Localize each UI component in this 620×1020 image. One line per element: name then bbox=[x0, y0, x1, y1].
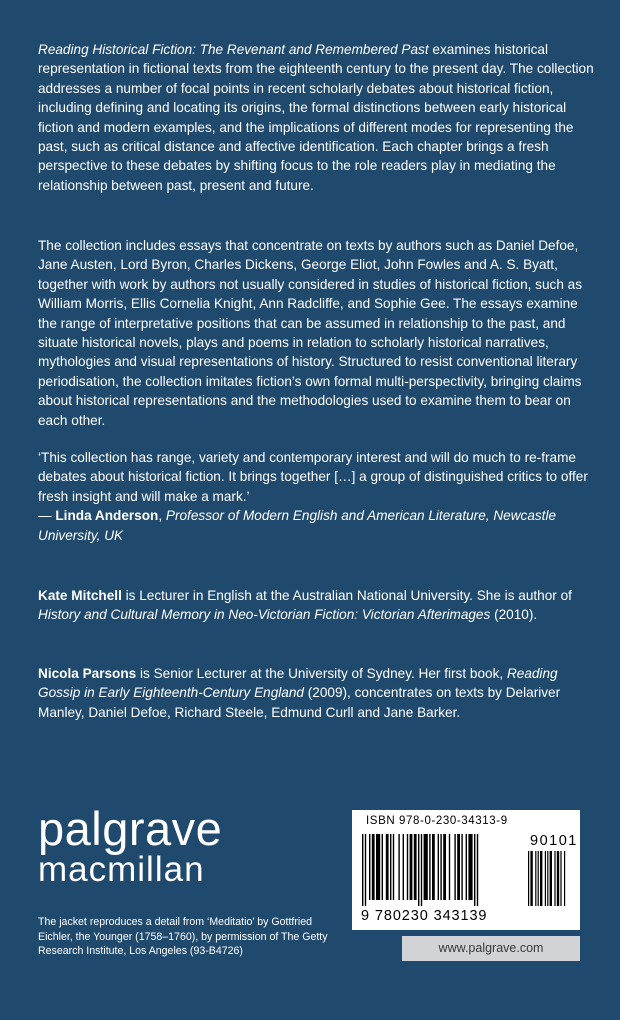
editor-book-title: Reading Gossip in Early Eighteenth-Century England bbox=[38, 666, 558, 701]
barcode-bar bbox=[393, 834, 394, 900]
barcode-bar bbox=[466, 834, 467, 900]
description-paragraph-2: The collection includes essays that concentrate on texts by authors such as Daniel Defoe, Jane Austen, Lord Byron, Charles Dickens, George Eliot, John Fowles and A. S. Byatt, together with work by authors not usually considered in studies of historical fiction, such as William Morris, Ellis Cornelia Knight, Ann Radcliffe, and Sophie Gee. The essays examine the range of interpretative positions that can be assumed in relationship to the past, and situate historical novels, plays and poems in relation to scholarly historical narratives, mythologies and visual representations of history. Structured to resist conventional literary periodisation, the collection imitates fiction’s own formal multi-perspectivity, bringing claims about historical representations and the methodologies used to examine them to bear on each other. bbox=[38, 238, 583, 428]
price-code: 90101 bbox=[530, 833, 578, 849]
barcode-bar bbox=[443, 834, 446, 900]
editor-name: Nicola Parsons bbox=[38, 666, 137, 681]
editor-bio-text: is Lecturer in English at the Australian National University. She is author of bbox=[121, 588, 572, 603]
barcode-bar bbox=[454, 834, 455, 900]
barcode-bar bbox=[440, 834, 441, 900]
barcode-bar bbox=[461, 834, 462, 900]
barcode-bar bbox=[421, 834, 422, 906]
price-addon-barcode bbox=[528, 851, 572, 906]
editor-bio-1 bbox=[38, 586, 594, 625]
barcode-bar bbox=[474, 834, 475, 906]
barcode-bar bbox=[528, 851, 529, 906]
quote-affiliation: Professor of Modern English and American Literature, Newcastle University, UK bbox=[38, 508, 557, 543]
editor-bio-2 bbox=[38, 664, 594, 722]
barcode-bar bbox=[438, 834, 439, 900]
barcode-bar bbox=[410, 834, 413, 900]
jacket-credit: The jacket reproduces a detail from ‘Meditatio’ by Gottfried Eichler, the Younger (1758–1760), by permission of The Getty Research Institute, Los Angeles (93-B4726) bbox=[38, 916, 328, 958]
barcode-bar bbox=[545, 851, 546, 906]
book-title: Reading Historical Fiction: The Revenant and Remembered Past bbox=[38, 42, 429, 57]
barcode-bar bbox=[424, 834, 428, 900]
logo-line-macmillan: macmillan bbox=[38, 850, 205, 889]
barcode-box bbox=[352, 810, 580, 930]
barcode-bar bbox=[362, 834, 363, 906]
ean-barcode bbox=[362, 834, 522, 906]
barcode-bar bbox=[418, 834, 419, 906]
barcode-bar bbox=[398, 834, 399, 900]
quote-attribution bbox=[38, 506, 594, 545]
barcode-bar bbox=[429, 834, 430, 900]
isbn-label: ISBN 978-0-230-34313-9 bbox=[366, 815, 508, 827]
quote-separator: , bbox=[158, 508, 166, 524]
barcode-bar bbox=[550, 851, 552, 906]
barcode-bar bbox=[376, 834, 380, 900]
barcode-bar bbox=[365, 834, 366, 906]
barcode-bar bbox=[564, 851, 565, 906]
editor-book-title: History and Cultural Memory in Neo-Victorian Fiction: Victorian Afterimages bbox=[38, 607, 491, 623]
barcode-bar bbox=[382, 834, 383, 900]
barcode-bar bbox=[403, 834, 404, 900]
logo-line-palgrave: palgrave bbox=[38, 802, 223, 855]
barcode-bar bbox=[535, 851, 536, 906]
editor-name: Kate Mitchell bbox=[38, 588, 122, 603]
editor-bio-text-end: (2010). bbox=[490, 607, 538, 623]
barcode-bar bbox=[386, 834, 389, 900]
review-quote bbox=[38, 448, 594, 545]
barcode-bar bbox=[547, 851, 548, 906]
website-url: www.palgrave.com bbox=[402, 936, 580, 961]
barcode-bar bbox=[557, 851, 559, 906]
barcode-bar bbox=[407, 834, 408, 900]
barcode-bar bbox=[414, 834, 417, 900]
quote-text: ‘This collection has range, variety and contemporary interest and will do much to re-frame debates about historical fiction. It brings together […] a group of distinguished critics to offer fresh insight and will make a mark.’ bbox=[38, 450, 588, 504]
barcode-bar bbox=[540, 851, 542, 906]
barcode-bar bbox=[390, 834, 391, 900]
description-paragraph-1 bbox=[38, 40, 594, 195]
barcode-bar bbox=[432, 834, 435, 900]
quote-dash: — bbox=[38, 508, 56, 524]
barcode-bar bbox=[560, 851, 561, 906]
barcode-bar bbox=[449, 834, 450, 900]
barcode-digits: 9 780230 343139 bbox=[361, 908, 488, 924]
description-paragraph-1-text: examines historical representation in fictional texts from the eighteenth century to the present day. The collection addresses a number of focal points in recent scholarly debates about historical fiction, including defining and locating its origins, the formal distinctions between early historical fiction and modern examples, and the implications of different modes for representing the past, such as critical distance and affective identification. Each chapter brings a fresh perspective to these debates by shifting focus to the role readers play in mediating the relationship between past, present and future. bbox=[38, 42, 594, 193]
publisher-logo bbox=[38, 802, 223, 889]
barcode-bar bbox=[369, 834, 370, 900]
editor-bio-text: is Senior Lecturer at the University of Sydney. Her first book, bbox=[136, 666, 507, 681]
barcode-bar bbox=[457, 834, 460, 900]
barcode-bar bbox=[538, 851, 539, 906]
barcode-bar bbox=[530, 851, 532, 906]
barcode-bar bbox=[468, 834, 472, 900]
barcode-bar bbox=[477, 834, 478, 906]
quote-author: Linda Anderson bbox=[55, 508, 159, 524]
barcode-bar bbox=[372, 834, 375, 900]
editor-bio-text-end: (2009), concentrates on texts by Delariver Manley, Daniel Defoe, Richard Steele, Edmund Curll and Jane Barker. bbox=[38, 685, 561, 720]
barcode-bar bbox=[554, 851, 555, 906]
